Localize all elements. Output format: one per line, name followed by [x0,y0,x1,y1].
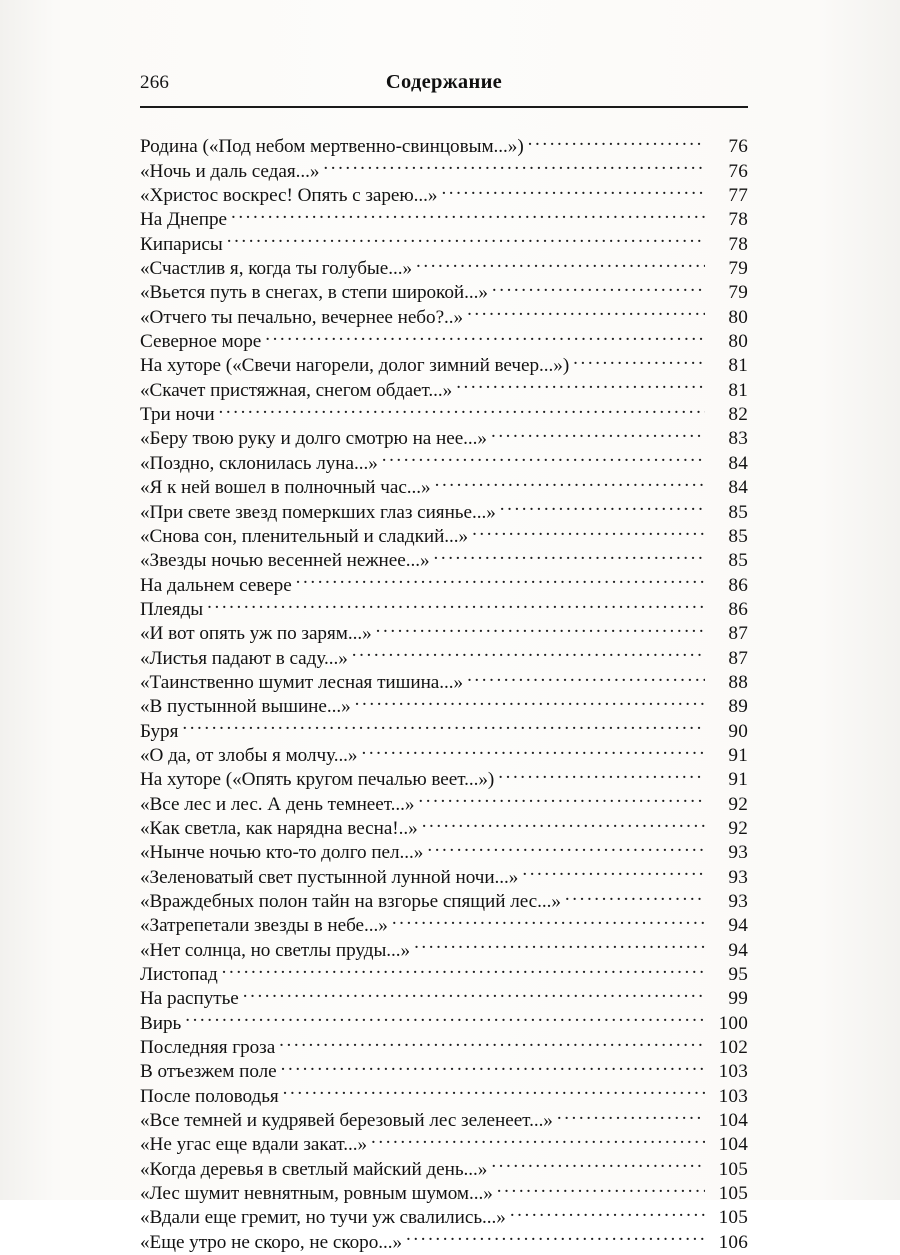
toc-dot-leader [185,1004,705,1028]
toc-dot-leader [243,980,705,1004]
toc-entry[interactable] [140,1029,748,1059]
toc-dot-leader [296,566,705,590]
toc-entry[interactable] [140,591,748,620]
toc-entry-title: «Еще утро не скоро, не скоро...» [140,1231,403,1253]
toc-entry-page-number: 88 [728,671,748,693]
toc-dot-leader [371,1126,705,1150]
toc-entry-title: «Затрепетали звезды в небе...» [140,915,388,937]
toc-dot-leader [467,664,705,688]
toc-entry-page-number: 83 [728,428,748,450]
toc-entry-page-number: 81 [728,379,748,401]
toc-dot-leader [392,907,705,931]
toc-entry-page-number: 102 [718,1037,748,1059]
toc-entry-title: «Нет солнца, но светлы пруды...» [140,939,411,961]
toc-dot-leader [416,250,705,274]
toc-dot-leader [231,201,705,225]
toc-entry-page-number: 93 [728,891,748,912]
toc-entry-page-number: 80 [728,331,748,353]
toc-entry-page-number: 106 [718,1231,748,1253]
toc-entry-page-number: 91 [728,744,748,766]
toc-dot-leader [472,518,705,542]
toc-entry-title: На хуторе («Опять кругом печалью веет...») [140,769,495,791]
toc-entry-title: «При свете звезд померкших глаз сиянье...» [140,501,496,523]
toc-dot-leader [441,177,705,201]
toc-entry-page-number: 90 [728,720,748,742]
toc-entry[interactable] [140,250,748,280]
toc-entry-page-number: 103 [718,1061,748,1083]
toc-dot-leader [382,444,705,468]
toc-entry-page-number: 85 [728,550,748,572]
toc-entry[interactable] [140,956,748,986]
toc-dot-leader [418,785,705,809]
toc-entry-title: «Лес шумит невнятным, ровным шумом...» [140,1183,493,1205]
toc-dot-leader [491,420,705,444]
running-head [140,72,748,102]
toc-entry[interactable] [140,128,748,158]
toc-entry-title: Кипарисы [140,233,223,255]
toc-entry-title: «Зеленоватый свет пустынной лунной ночи...» [140,866,519,888]
toc-entry-title: «В пустынной вышине...» [140,696,351,718]
toc-entry-title: «Поздно, склонилась луна...» [140,452,378,474]
toc-entry-title: После половодья [140,1085,279,1107]
toc-dot-leader [528,128,705,152]
toc-entry-page-number: 81 [728,355,748,377]
toc-entry-page-number: 91 [728,769,748,791]
toc-entry[interactable] [140,737,748,766]
toc-entry-title: «Беру твою руку и долго смотрю на нее...» [140,428,487,450]
toc-entry-page-number: 85 [728,525,748,547]
toc-dot-leader [406,1223,705,1247]
toc-entry-title: «Враждебных полон тайн на взгорье спящий лес...» [140,891,561,912]
toc-entry-title: «Христос воскрес! Опять с зарею...» [140,185,438,207]
table-of-contents [140,128,748,1253]
toc-dot-leader [355,688,705,712]
toc-entry-title: На Днепре [140,209,227,231]
toc-entry-page-number: 86 [728,574,748,596]
toc-entry-title: «Листья падают в саду...» [140,647,348,669]
toc-entry-title: Буря [140,720,179,742]
toc-entry-page-number: 86 [728,598,748,620]
toc-entry-page-number: 103 [718,1085,748,1107]
toc-entry-page-number: 93 [728,866,748,888]
toc-entry-page-number: 94 [728,915,748,937]
toc-dot-leader [422,810,705,834]
toc-dot-leader [414,931,705,955]
toc-entry-page-number: 77 [728,185,748,207]
toc-dot-leader [435,469,705,493]
toc-entry[interactable] [140,396,748,426]
toc-entry-page-number: 105 [718,1158,748,1180]
toc-entry-page-number: 105 [718,1207,748,1229]
toc-entry[interactable] [140,712,748,742]
toc-entry-title: Плеяды [140,598,204,620]
toc-entry-page-number: 85 [728,501,748,523]
toc-entry-title: Листопад [140,964,218,986]
toc-entry-page-number: 94 [728,939,748,961]
toc-dot-leader [279,1029,705,1053]
toc-entry-title: «Я к ней вошел в полночный час...» [140,477,431,499]
toc-entry-title: «Скачет пристяжная, снегом обдает...» [140,379,453,401]
toc-entry-title: «Вдали еще гремит, но тучи уж свалились...» [140,1207,506,1229]
toc-entry-page-number: 76 [728,160,748,182]
toc-dot-leader [522,858,705,882]
toc-entry-title: «И вот опять уж по зарям...» [140,623,372,645]
toc-entry-page-number: 87 [728,647,748,669]
toc-dot-leader [500,493,705,517]
toc-entry-page-number: 92 [728,793,748,815]
toc-entry-title: На хуторе («Свечи нагорели, долог зимний вечер...») [140,355,570,377]
toc-entry-title: «Не угас еще вдали закат...» [140,1134,368,1156]
page-folio-number: 266 [140,72,170,93]
toc-entry-page-number: 104 [718,1134,748,1156]
toc-entry-title: Родина («Под небом мертвенно-свинцовым...») [140,136,524,158]
header-rule [140,106,748,108]
toc-entry-title: Вирь [140,1012,182,1034]
toc-entry[interactable] [140,420,748,450]
toc-entry-title: «Вьется путь в снегах, в степи широкой...» [140,282,488,304]
page-content [140,71,748,1253]
toc-entry-title: «Нынче ночью кто-то долго пел...» [140,842,424,864]
toc-dot-leader [281,1053,705,1077]
toc-entry[interactable] [140,201,748,231]
toc-entry-page-number: 105 [718,1183,748,1205]
toc-dot-leader [323,152,705,176]
toc-entry-title: «Когда деревья в светлый майский день...» [140,1158,488,1180]
toc-dot-leader [207,591,705,615]
toc-entry-title: «Снова сон, пленительный и сладкий...» [140,525,469,547]
toc-entry-page-number: 95 [728,964,748,986]
toc-dot-leader [227,225,705,249]
toc-dot-leader [467,298,705,322]
toc-entry-title: «Все лес и лес. А день темнеет...» [140,793,415,815]
toc-entry-page-number: 84 [728,477,748,499]
toc-entry-page-number: 99 [728,988,748,1010]
toc-dot-leader [283,1077,705,1101]
toc-entry-title: В отъезжем поле [140,1061,277,1083]
toc-entry-page-number: 87 [728,623,748,645]
toc-dot-leader [222,956,705,980]
toc-entry-title: «Все темней и кудрявей березовый лес зеленеет...» [140,1110,553,1132]
toc-entry-page-number: 104 [718,1110,748,1132]
toc-dot-leader [361,737,705,761]
toc-entry-title: На распутье [140,988,239,1010]
toc-dot-leader [492,274,705,298]
toc-entry-page-number: 100 [718,1012,748,1034]
toc-entry-page-number: 79 [728,282,748,304]
toc-entry-page-number: 76 [728,136,748,158]
toc-entry[interactable] [140,225,748,255]
toc-dot-leader [497,1175,705,1199]
toc-dot-leader [573,347,705,371]
toc-entry-title: «Как светла, как нарядна весна!..» [140,817,418,839]
toc-entry-page-number: 80 [728,306,748,328]
toc-entry[interactable] [140,980,748,1010]
toc-entry-page-number: 93 [728,842,748,864]
page-title: Содержание [385,71,503,93]
toc-entry-page-number: 82 [728,404,748,426]
toc-dot-leader [498,761,705,785]
toc-dot-leader [427,834,705,858]
toc-entry-page-number: 78 [728,233,748,255]
toc-dot-leader [565,883,705,907]
toc-entry-title: Северное море [140,331,262,353]
toc-dot-leader [182,712,705,736]
toc-dot-leader [352,639,705,663]
toc-entry-title: «Счастлив я, когда ты голубые...» [140,258,413,280]
toc-entry-title: «Ночь и даль седая...» [140,160,320,182]
toc-dot-leader [376,615,705,639]
toc-entry[interactable] [140,615,748,645]
toc-dot-leader [434,542,706,566]
toc-dot-leader [510,1199,705,1223]
toc-entry-page-number: 84 [728,452,748,474]
toc-entry-page-number: 89 [728,696,748,718]
toc-entry-title: «Звезды ночью весенней нежнее...» [140,550,430,572]
toc-entry-title: «О да, от злобы я молчу...» [140,744,358,766]
toc-entry-page-number: 92 [728,817,748,839]
toc-entry-title: Последняя гроза [140,1037,276,1059]
toc-entry-title: «Отчего ты печально, вечернее небо?..» [140,306,464,328]
toc-dot-leader [557,1102,705,1126]
toc-entry-page-number: 79 [728,258,748,280]
toc-entry-title: Три ночи [140,404,215,426]
toc-dot-leader [219,396,705,420]
toc-entry-page-number: 78 [728,209,748,231]
toc-entry-title: На дальнем севере [140,574,292,596]
toc-dot-leader [265,323,705,347]
toc-entry-title: «Таинственно шумит лесная тишина...» [140,671,464,693]
toc-dot-leader [456,371,705,395]
toc-dot-leader [491,1150,705,1174]
toc-entry[interactable] [140,1004,748,1034]
